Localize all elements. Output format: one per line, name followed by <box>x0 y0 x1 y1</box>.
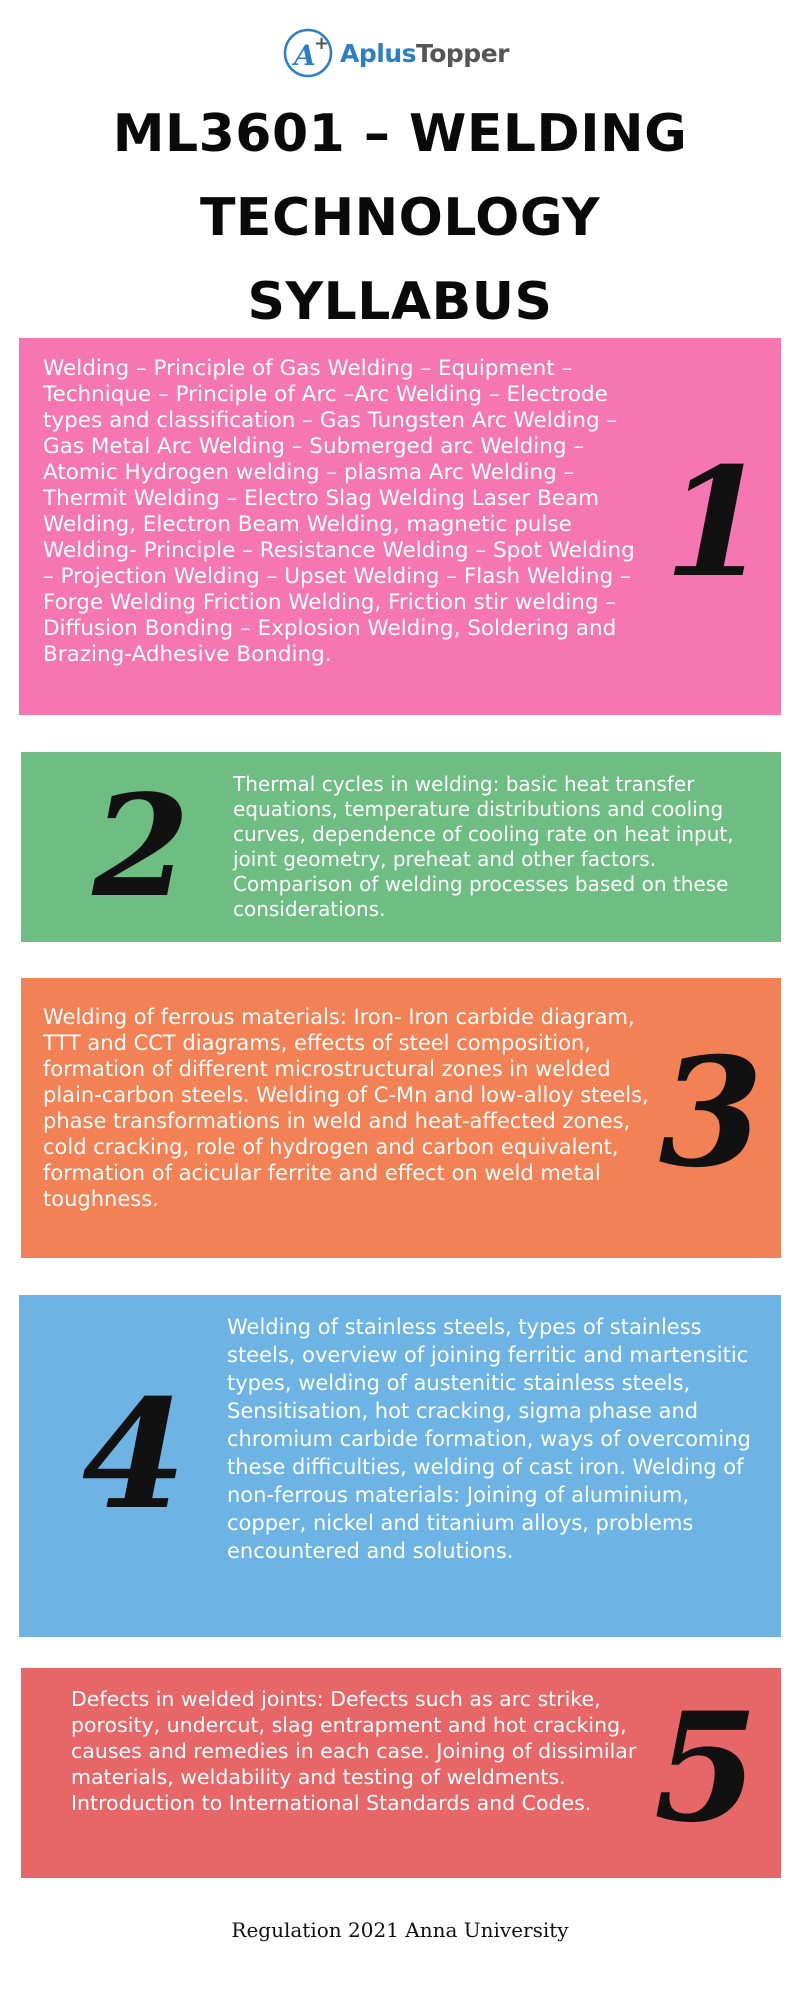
unit-5-number: 5 <box>653 1680 759 1856</box>
aplustopper-logo[interactable] <box>282 24 522 82</box>
unit-1-number: 1 <box>664 435 769 611</box>
footer-regulation: Regulation 2021 Anna University <box>231 1918 569 1942</box>
aplus-logo-icon <box>282 27 334 79</box>
unit-3-number: 3 <box>658 1025 764 1201</box>
syllabus-unit-1 <box>19 338 781 715</box>
syllabus-unit-3 <box>21 978 781 1258</box>
svg-text:+: + <box>314 33 330 54</box>
syllabus-unit-4 <box>19 1295 781 1637</box>
unit-1-description: Welding – Principle of Gas Welding – Equipment – Technique – Principle of Arc –Arc Welding – Electrode types and classification – Gas Tungsten Arc Welding – Gas Metal Arc Welding – Submerged arc Welding – Atomic Hydrogen welding – plasma Arc Welding – Thermit Welding – Electro Slag Welding Laser Beam Welding, Electron Beam Welding, magnetic pulse Welding- Principle – Resistance Welding – Spot Welding – Projection Welding – Upset Welding – Flash Welding – Forge Welding Friction Welding, Friction stir welding – Diffusion Bonding – Explosion Welding, Soldering and Brazing-Adhesive Bonding. <box>43 356 635 667</box>
page-title: ML3601 – WELDING TECHNOLOGY SYLLABUS <box>112 104 688 332</box>
unit-2-description: Thermal cycles in welding: basic heat transfer equations, temperature distributions and cooling curves, dependence of cooling rate on heat input, joint geometry, preheat and other factors. Comparison of welding processes based on these considerations. <box>233 772 734 921</box>
syllabus-unit-2 <box>21 752 781 942</box>
unit-4-description: Welding of stainless steels, types of stainless steels, overview of joining ferritic and martensitic types, welding of austenitic stainless steels, Sensitisation, hot cracking, sigma phase and chromium carbide formation, ways of overcoming these difficulties, welding of cast iron. Welding of non-ferrous materials: Joining of aluminium, copper, nickel and titanium alloys, problems encountered and solutions. <box>227 1315 751 1563</box>
unit-2-number: 2 <box>92 765 190 929</box>
logo-wordmark <box>340 39 509 68</box>
syllabus-unit-5 <box>21 1668 781 1878</box>
unit-4-number: 4 <box>81 1367 187 1543</box>
unit-3-description: Welding of ferrous materials: Iron- Iron carbide diagram, TTT and CCT diagrams, effects of steel composition, formation of different microstructural zones in welded plain-carbon steels. Welding of C-Mn and low-alloy steels, phase transformations in weld and heat-affected zones, cold cracking, role of hydrogen and carbon equivalent, formation of acicular ferrite and effect on weld metal toughness. <box>43 1005 649 1211</box>
svg-text:A: A <box>294 39 316 72</box>
logo-text-aplus: Aplus <box>340 38 416 68</box>
unit-5-description: Defects in welded joints: Defects such as arc strike, porosity, undercut, slag entrapment and hot cracking, causes and remedies in each case. Joining of dissimilar materials, weldability and testing of weldments. Introduction to International Standards and Codes. <box>71 1687 637 1815</box>
logo-text-topper: Topper <box>416 38 509 68</box>
